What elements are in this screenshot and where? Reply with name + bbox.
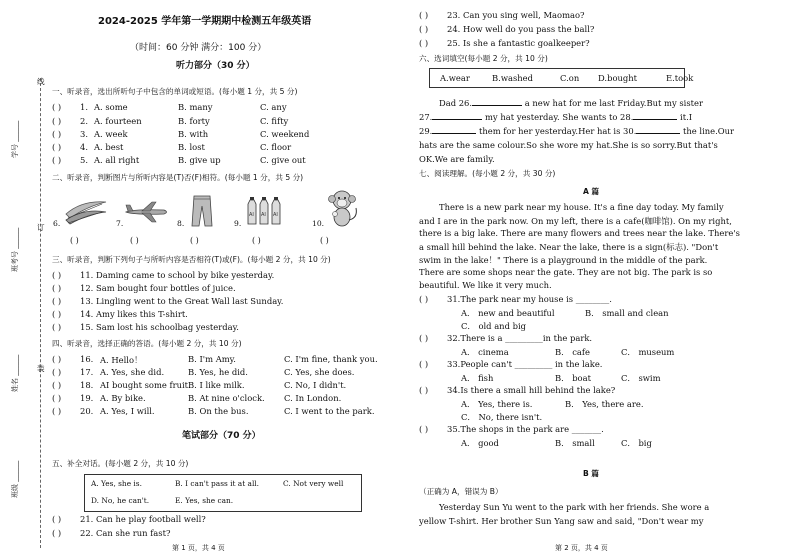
- passage-a-line-5: swim in the lake！" There is a playground in the middle of the park.: [419, 255, 708, 265]
- fill-line-1-text: a new hat for me last Friday.But my sister: [522, 98, 703, 108]
- q4-option-b: B. lost: [178, 142, 205, 152]
- q32-option-a: A． cinema: [461, 347, 509, 357]
- q3-option-b: B. with: [178, 129, 209, 139]
- dialogue-option-a: A. Yes, she is.: [91, 479, 142, 488]
- q31-text: 31.The park near my house is ________.: [447, 294, 612, 304]
- blank-27[interactable]: [432, 119, 482, 120]
- svg-text:AI: AI: [273, 212, 278, 218]
- q1-option-a: A. some: [94, 102, 128, 112]
- q32-option-c: C． museum: [621, 347, 675, 357]
- blank-29[interactable]: [432, 133, 476, 134]
- q31-option-a: A． new and beautiful: [461, 308, 555, 318]
- fill-line-3-text: them for her yesterday.Her hat is 30.: [476, 126, 637, 136]
- listening-title: 听力部分（30 分）: [176, 61, 255, 71]
- q33-option-b: B． boat: [555, 373, 591, 383]
- q20-option-b: B. On the bus.: [188, 406, 249, 416]
- section-6-heading: 六、选词填空(每小题 2 分，共 10 分): [419, 54, 548, 63]
- q9-answer-paren[interactable]: ( ): [252, 236, 261, 245]
- exam-subtitle: （时间：60 分钟 满分：100 分）: [130, 43, 267, 53]
- q17-option-c: C. Yes, she does.: [284, 367, 355, 377]
- word-option-d: D.bought: [598, 73, 637, 83]
- q5-paren[interactable]: ( ): [52, 155, 62, 165]
- q4-paren[interactable]: ( ): [52, 142, 62, 152]
- q10-num: 10.: [312, 219, 325, 228]
- section-3-heading: 三、听录音，判断下列句子与所听内容是否相符(T)或(F)。(每小题 2 分，共 10 分): [52, 255, 331, 264]
- q18-option-b: B. I like milk.: [188, 380, 245, 390]
- q21-text: 21. Can he play football well?: [80, 514, 206, 524]
- blank-26[interactable]: [472, 105, 522, 106]
- q21-paren[interactable]: ( ): [52, 514, 62, 524]
- q17-option-a: A. Yes, she did.: [100, 367, 165, 377]
- juice-bottles-icon: [244, 196, 288, 226]
- q6-num: 6.: [53, 219, 61, 228]
- fill-line-1: [439, 98, 703, 108]
- section-1-heading: 一、听录音，选出所听句子中包含的单词或短语。(每小题 1 分，共 5 分): [52, 87, 298, 96]
- page-2: [397, 0, 794, 560]
- q12-paren[interactable]: ( ): [52, 283, 62, 293]
- q3-num: 3.: [80, 129, 88, 139]
- q16-option-c: C. I'm fine, thank you.: [284, 354, 378, 364]
- q18-paren[interactable]: ( ): [52, 380, 62, 390]
- exam-number-label: 班考号 ______: [11, 227, 19, 272]
- q18-option-a: AI bought some fruit.: [100, 380, 191, 390]
- q34-text: 34.Is there a small hill behind the lake?: [447, 385, 616, 395]
- passage-a-line-6: There are some shops near the gate. They are not big. The park is so: [419, 267, 713, 277]
- q35-paren[interactable]: ( ): [419, 424, 429, 434]
- q20-option-c: C. I went to the park.: [284, 406, 375, 416]
- q4-option-a: A. best: [94, 142, 124, 152]
- q9-num: 9.: [234, 219, 242, 228]
- word-option-a: A.wear: [440, 73, 470, 83]
- section-7-heading: 七、阅读理解。(每小题 2 分，共 30 分): [419, 169, 556, 178]
- binding-mark-3: 装: [37, 364, 45, 373]
- q7-answer-paren[interactable]: ( ): [130, 236, 139, 245]
- q33-paren[interactable]: ( ): [419, 359, 429, 369]
- q1-paren[interactable]: ( ): [52, 102, 62, 112]
- q34-paren[interactable]: ( ): [419, 385, 429, 395]
- student-number-label: 学号 ______: [11, 120, 19, 158]
- dialogue-option-e: E. Yes, she can.: [175, 496, 234, 505]
- passage-a-line-1: There is a new park near my house. It's a fine day today. My family: [439, 202, 724, 212]
- q1-option-b: B. many: [178, 102, 213, 112]
- q5-option-a: A. all right: [94, 155, 140, 165]
- q19-paren[interactable]: ( ): [52, 393, 62, 403]
- q13-paren[interactable]: ( ): [52, 296, 62, 306]
- fill-line-2-text: my hat yesterday. She wants to 28.: [482, 112, 634, 122]
- q3-option-a: A. week: [94, 129, 128, 139]
- fill-line-4: hats are the same colour.So she wore my hat.She is so sorry.But that's: [419, 140, 718, 150]
- written-title: 笔试部分（70 分）: [182, 431, 261, 441]
- q20-option-a: A. Yes, I will.: [100, 406, 155, 416]
- q16-num: 16.: [80, 354, 94, 364]
- passage-a-line-3: there is a big lake. There are many flowers and trees near the lake. There's: [419, 228, 740, 238]
- binding-mark-2: 订: [37, 223, 45, 232]
- name-label: 姓名 ______: [11, 354, 19, 392]
- q5-option-c: C. give out: [260, 155, 306, 165]
- q32-option-b: B． cafe: [555, 347, 590, 357]
- q19-num: 19.: [80, 393, 94, 403]
- q20-paren[interactable]: ( ): [52, 406, 62, 416]
- q35-option-c: C． big: [621, 438, 652, 448]
- q4-num: 4.: [80, 142, 88, 152]
- binding-line: [40, 78, 41, 548]
- q15-paren[interactable]: ( ): [52, 322, 62, 332]
- q20-num: 20.: [80, 406, 94, 416]
- q8-num: 8.: [177, 219, 185, 228]
- word-option-c: C.on: [560, 73, 580, 83]
- q19-option-c: C. In London.: [284, 393, 342, 403]
- word-option-b: B.washed: [492, 73, 533, 83]
- monkey-icon: [326, 188, 360, 228]
- q16-option-a: A. Hello！: [100, 355, 143, 365]
- q6-answer-paren[interactable]: ( ): [70, 236, 79, 245]
- q1-option-c: C. any: [260, 102, 287, 112]
- q4-option-c: C. floor: [260, 142, 292, 152]
- part-b-label: B 篇: [583, 469, 600, 478]
- binding-mark-1: 线: [37, 77, 45, 86]
- q15-text: 15. Sam lost his schoolbag yesterday.: [80, 322, 239, 332]
- q2-option-b: B. forty: [178, 116, 210, 126]
- q8-answer-paren[interactable]: ( ): [190, 236, 199, 245]
- q14-paren[interactable]: ( ): [52, 309, 62, 319]
- q23-paren[interactable]: ( ): [419, 10, 429, 20]
- q11-text: 11. Daming came to school by bike yesterday.: [80, 270, 275, 280]
- q2-option-a: A. fourteen: [94, 116, 142, 126]
- q3-paren[interactable]: ( ): [52, 129, 62, 139]
- q2-num: 2.: [80, 116, 88, 126]
- q34-option-b: B． Yes, there are.: [565, 399, 644, 409]
- q33-text: 33.People can't _________ in the lake.: [447, 359, 603, 369]
- blank-29-label: 29.: [419, 126, 433, 136]
- page-2-footer: 第 2 页，共 4 页: [555, 544, 608, 552]
- q23-text: 23. Can you sing well, Maomao?: [447, 10, 585, 20]
- q14-text: 14. Amy likes this T-shirt.: [80, 309, 188, 319]
- passage-b-line-2: yellow T-shirt. Her brother Sun Yang saw and said, "Don't wear my: [419, 516, 704, 526]
- q3-option-c: C. weekend: [260, 129, 310, 139]
- dialogue-option-b: B. I can't pass it at all.: [175, 479, 260, 488]
- trousers-icon: [190, 194, 214, 228]
- word-option-e: E.took: [666, 73, 694, 83]
- q35-option-a: A． good: [461, 438, 499, 448]
- blank-28[interactable]: [633, 119, 677, 120]
- q31-option-c: C． old and big: [461, 321, 527, 331]
- q25-paren[interactable]: ( ): [419, 38, 429, 48]
- passage-a-line-2: and I are in the park now. On my left, there is a cafe(咖啡馆). On my right,: [419, 216, 732, 226]
- q12-text: 12. Sam bought four bottles of juice.: [80, 283, 236, 293]
- q7-num: 7.: [116, 219, 124, 228]
- q22-text: 22. Can she run fast?: [80, 528, 171, 538]
- dialogue-options-box: [84, 474, 362, 512]
- exam-title: 2024-2025 学年第一学期期中检测五年级英语: [98, 16, 312, 27]
- fill-line-2: [419, 112, 692, 122]
- fill-line-3: [419, 126, 734, 136]
- page-1-footer: 第 1 页，共 4 页: [172, 544, 225, 552]
- dialogue-option-d: D. No, he can't.: [91, 496, 150, 505]
- airplane-icon: [124, 200, 170, 224]
- q11-paren[interactable]: ( ): [52, 270, 62, 280]
- q16-option-b: B. I'm Amy.: [188, 354, 236, 364]
- q34-option-a: A． Yes, there is.: [461, 399, 533, 409]
- q19-option-b: B. At nine o'clock.: [188, 393, 265, 403]
- q5-num: 5.: [80, 155, 88, 165]
- q35-text: 35.The shops in the park are _______.: [447, 424, 604, 434]
- q17-paren[interactable]: ( ): [52, 367, 62, 377]
- q18-num: 18.: [80, 380, 94, 390]
- fill-line-3-end: the line.Our: [680, 126, 735, 136]
- part-b-instruction: （正确为 A，错误为 B）: [419, 487, 503, 496]
- q24-text: 24. How well do you pass the ball?: [447, 24, 595, 34]
- q17-num: 17.: [80, 367, 94, 377]
- q5-option-b: B. give up: [178, 155, 221, 165]
- word-bank-box: [429, 68, 694, 88]
- q24-paren[interactable]: ( ): [419, 24, 429, 34]
- q18-option-c: C. No, I didn't.: [284, 380, 347, 390]
- fill-line-5: OK.We are family.: [419, 154, 495, 164]
- passage-a-line-4: a small hill behind the lake. Near the lake, there is a sign(标志). "Don't: [419, 242, 719, 252]
- passage-a-line-7: beautiful. We like it very much.: [419, 280, 552, 290]
- q10-answer-paren[interactable]: ( ): [320, 236, 329, 245]
- q22-paren[interactable]: ( ): [52, 528, 62, 538]
- q17-option-b: B. Yes, he did.: [188, 367, 248, 377]
- blank-30[interactable]: [636, 133, 680, 134]
- q1-num: 1.: [80, 102, 88, 112]
- dialogue-option-c: C. Not very well: [283, 479, 344, 488]
- class-label: 班级 ______: [11, 460, 19, 498]
- q16-paren[interactable]: ( ): [52, 354, 62, 364]
- passage-b-line-1: Yesterday Sun Yu went to the park with her friends. She wore a: [439, 502, 710, 512]
- fill-line-2-end: it.I: [677, 112, 693, 122]
- q34-option-c: C． No, there isn't.: [461, 412, 543, 422]
- feathers-icon: [62, 196, 108, 226]
- q13-text: 13. Lingling went to the Great Wall last Sunday.: [80, 296, 284, 306]
- q19-option-a: A. By bike.: [100, 393, 146, 403]
- q33-option-c: C． swim: [621, 373, 661, 383]
- svg-text:AI: AI: [249, 212, 254, 218]
- q33-option-a: A． fish: [461, 373, 494, 383]
- q2-paren[interactable]: ( ): [52, 116, 62, 126]
- section-5-heading: 五、补全对话。(每小题 2 分，共 10 分): [52, 459, 189, 468]
- q31-paren[interactable]: ( ): [419, 294, 429, 304]
- part-a-label: A 篇: [583, 187, 600, 196]
- q25-text: 25. Is she a fantastic goalkeeper?: [447, 38, 590, 48]
- q32-paren[interactable]: ( ): [419, 333, 429, 343]
- q31-option-b: B． small and clean: [585, 308, 669, 318]
- q2-option-c: C. fifty: [260, 116, 289, 126]
- q32-text: 32.There is a _________in the park.: [447, 333, 593, 343]
- section-4-heading: 四、听录音，选择正确的答语。(每小题 2 分，共 10 分): [52, 339, 242, 348]
- blank-26-label: Dad 26.: [439, 98, 473, 108]
- svg-text:AI: AI: [261, 212, 266, 218]
- q35-option-b: B． small: [555, 438, 595, 448]
- blank-27-label: 27.: [419, 112, 433, 122]
- section-2-heading: 二、听录音，判断图片与所听内容是(T)否(F)相符。(每小题 1 分，共 5 分): [52, 173, 304, 182]
